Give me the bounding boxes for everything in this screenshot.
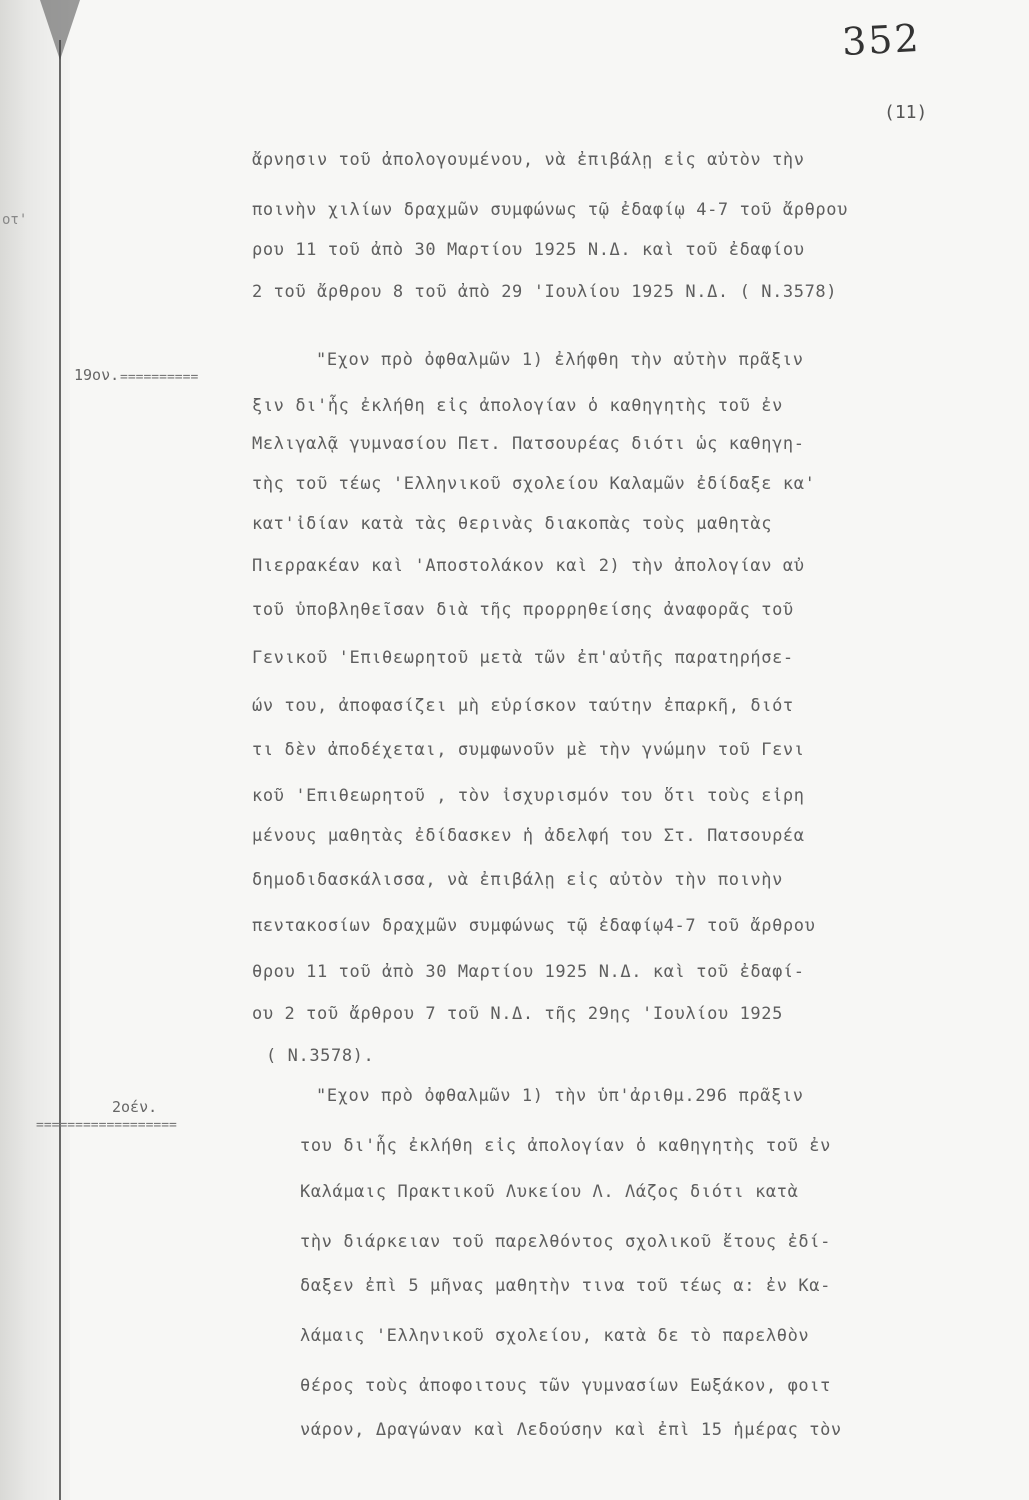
body-line: ποινὴν χιλίων δραχμῶν συμφώνως τῷ ἐδαφίῳ 4-7 τοῦ ἄρθρου xyxy=(252,200,848,220)
body-line: "Εχον πρὸ ὀφθαλμῶν 1) τὴν ὑπ'ἀριθμ.296 πρᾶξιν xyxy=(316,1086,804,1106)
body-line: ( Ν.3578). xyxy=(266,1046,375,1066)
folio-number-handwritten: 352 xyxy=(840,15,922,65)
body-line: Γενικοῦ 'Επιθεωρητοῦ μετὰ τῶν ἐπ'αὐτῆς παρατηρήσε- xyxy=(252,648,794,668)
body-line: κοῦ 'Επιθεωρητοῦ , τὸν ἰσχυρισμόν του ὅτι τοὺς εἰρη xyxy=(252,786,805,806)
body-line: Μελιγαλᾷ γυμνασίου Πετ. Πατσουρέας διότι ὡς καθηγη- xyxy=(252,434,805,454)
body-line: ών του, ἀποφασίζει μὴ εὑρίσκον ταύτην ἐπαρκῆ, διότ xyxy=(252,696,794,716)
margin-entry-rule: ========== xyxy=(120,370,199,385)
body-line: τοῦ ὑποβληθεῖσαν διὰ τῆς προρρηθείσης ἀναφορᾶς τοῦ xyxy=(252,600,794,620)
body-line: "Εχον πρὸ ὀφθαλμῶν 1) ἐλήφθη τὴν αὐτὴν πρᾶξιν xyxy=(316,350,804,370)
body-line: 2 τοῦ ἄρθρου 8 τοῦ ἀπὸ 29 'Ιουλίου 1925 Ν.Δ. ( Ν.3578) xyxy=(252,282,838,302)
body-line: λάμαις 'Ελληνικοῦ σχολείου, κατὰ δε τὸ παρελθὸν xyxy=(300,1326,810,1346)
body-line: τὴν διάρκειαν τοῦ παρελθόντος σχολικοῦ ἔτους ἐδί- xyxy=(300,1232,831,1252)
body-line: τι δὲν ἀποδέχεται, συμφωνοῦν μὲ τὴν γνώμην τοῦ Γενι xyxy=(252,740,805,760)
margin-entry-label: 2οέν. xyxy=(112,1098,158,1116)
margin-entry-label: 19ον. xyxy=(74,366,120,384)
body-line: Πιερρακέαν καὶ 'Αποστολάκον καὶ 2) τὴν ἀπολογίαν αὐ xyxy=(252,556,805,576)
margin-line xyxy=(59,40,61,1500)
body-line: πεντακοσίων δραχμῶν συμφώνως τῷ ἐδαφίῳ4-7 τοῦ ἄρθρου xyxy=(252,916,816,936)
body-line: δαξεν ἐπὶ 5 μῆνας μαθητὴν τινα τοῦ τέως α: ἐν Κα- xyxy=(300,1276,831,1296)
body-line: δημοδιδασκάλισσα, νὰ ἐπιβάλῃ εἰς αὐτὸν τὴν ποινὴν xyxy=(252,870,783,890)
margin-entry-rule: ================== xyxy=(36,1118,177,1133)
body-line: Καλάμαις Πρακτικοῦ Λυκείου Λ. Λάζος διότι κατὰ xyxy=(300,1182,799,1202)
page-number: (11) xyxy=(884,102,928,123)
body-line: ξιν δι'ἧς ἐκλήθη εἰς ἀπολογίαν ὁ καθηγητὴς τοῦ ἐν xyxy=(252,396,783,416)
body-line: ἄρνησιν τοῦ ἀπολογουμένου, νὰ ἐπιβάλῃ εἰς αὐτὸν τὴν xyxy=(252,150,805,170)
body-line: μένους μαθητὰς ἐδίδασκεν ἡ ἀδελφή του Στ. Πατσουρέα xyxy=(252,826,805,846)
body-line: κατ'ἰδίαν κατὰ τὰς θερινὰς διακοπὰς τοὺς μαθητὰς xyxy=(252,514,773,534)
body-line: ρου 11 τοῦ ἀπὸ 30 Μαρτίου 1925 Ν.Δ. καὶ τοῦ ἐδαφίου xyxy=(252,240,805,260)
body-line: του δι'ἧς ἐκλήθη εἰς ἀπολογίαν ὁ καθηγητὴς τοῦ ἐν xyxy=(300,1136,831,1156)
body-line: θρου 11 τοῦ ἀπὸ 30 Μαρτίου 1925 Ν.Δ. καὶ τοῦ ἐδαφί- xyxy=(252,962,805,982)
body-line: θέρος τοὺς ἀποφοιτους τῶν γυμνασίων Εωξάκον, φοιτ xyxy=(300,1376,831,1396)
body-line: νάρον, Δραγώναν καὶ Λεδούσην καὶ ἐπὶ 15 ἡμέρας τὸν xyxy=(300,1420,842,1440)
edge-mark: οτ' xyxy=(2,212,28,228)
body-line: ου 2 τοῦ ἄρθρου 7 τοῦ Ν.Δ. τῆς 29ης 'Ιουλίου 1925 xyxy=(252,1004,783,1024)
body-line: τὴς τοῦ τέως 'Ελληνικοῦ σχολείου Καλαμῶν ἐδίδαξε κα' xyxy=(252,474,816,494)
